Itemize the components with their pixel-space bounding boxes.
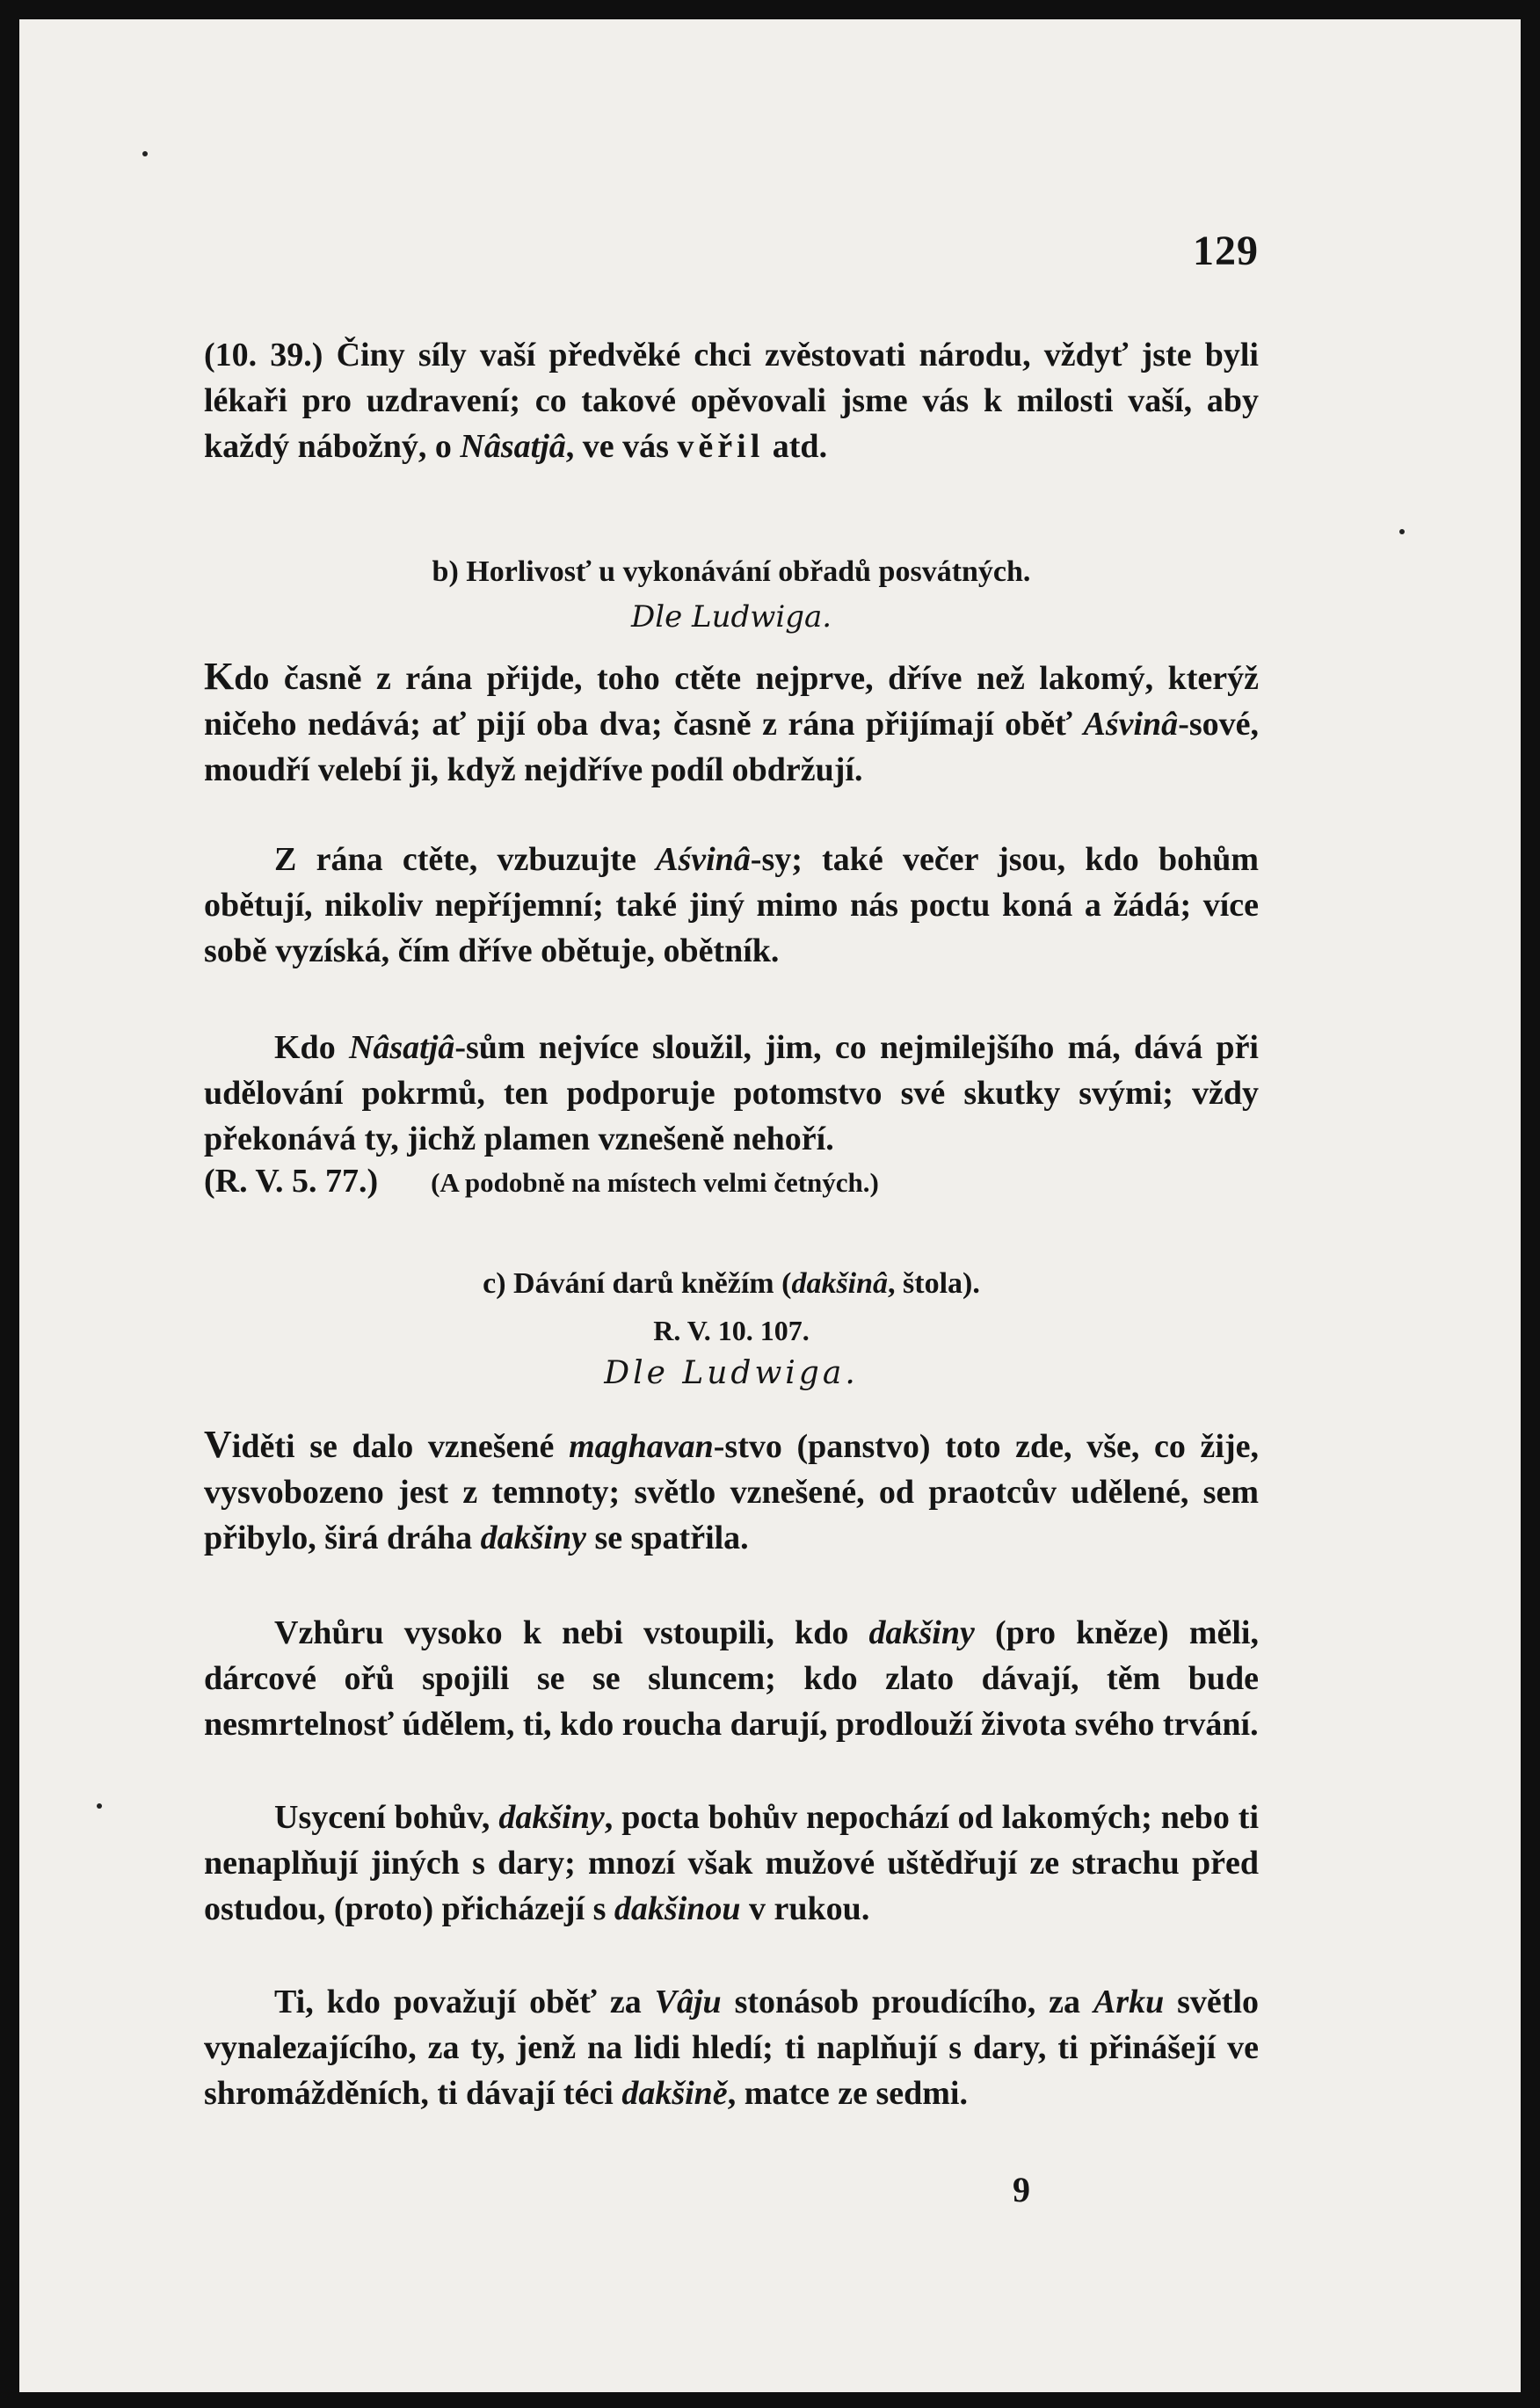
reference-line: (R. V. 5. 77.) (A podobně na místech velmi četných.): [204, 1163, 879, 1200]
section-heading-c: c) Dávání darů kněžím (dakšinâ, štola).: [483, 1267, 980, 1300]
paragraph-citation-10-39: (10. 39.) Činy síly vaší předvěké chci zvěstovati národu, vždyť jste byli lékaři pro uzdravení; co takové opěvovali jsme vás k milosti vaší, aby každý nábožný, o Nâsatjâ, ve vás věřil atd.: [204, 337, 1259, 465]
drop-cap: K: [204, 655, 235, 698]
paragraph: Vzhůru vysoko k nebi vstoupili, kdo dakšiny (pro kněze) měli, dárcové ořů spojili se se sluncem; kdo zlato dávají, těm bude nesmrtelnosť údělem, ti, kdo roucha darují, prodlouží života svého trvání.: [204, 1614, 1259, 1743]
section-heading-b: b) Horlivosť u vykonávání obřadů posvátných.: [432, 555, 1031, 588]
paragraph: Viděti se dalo vznešené maghavan-stvo (panstvo) toto zde, vše, co žije, vysvobozeno jest z temnoty; světlo vznešené, od praotcův udělené, sem přibylo, širá dráha dakšiny se spatřila.: [204, 1423, 1259, 1556]
paragraph: Z rána ctěte, vzbuzujte Aśvinâ-sy; také večer jsou, kdo bohům obětují, nikoliv nepříjemní; také jiný mimo nás poctu koná a žádá; více sobě vyzíská, čím dříve obětuje, obětník.: [204, 841, 1260, 969]
book-page: [19, 19, 1521, 2392]
reference-rv: R. V. 10. 107.: [653, 1315, 810, 1346]
paragraph: Usycení bohův, dakšiny, pocta bohův nepochází od lakomých; nebo ti nenaplňují jiných s dary; mnozí však mužové uštědřují ze strachu před ostudou, (proto) přicházejí s dakšinou v rukou.: [204, 1799, 1259, 1927]
speck: [97, 1803, 102, 1809]
author-line: Dle Ludwiga.: [604, 1355, 859, 1391]
paragraph: Ti, kdo považují oběť za Vâju stonásob proudícího, za Arku světlo vynalezajícího, za ty, jenž na lidi hledí; ti naplňují s dary, ti přinášejí ve shromážděních, ti dávají téci dakšině, matce ze sedmi.: [204, 1984, 1260, 2112]
reference-note: (A podobně na místech velmi četných.): [431, 1167, 879, 1198]
paragraph: Kdo časně z rána přijde, toho ctěte nejprve, dříve než lakomý, kterýž ničeho nedává; ať pijí oba dva; časně z rána přijímají oběť Aśvinâ-sové, moudří velebí ji, když nejdříve podíl obdržují.: [204, 655, 1259, 788]
drop-cap: V: [204, 1423, 232, 1466]
page-number: 129: [1193, 228, 1259, 274]
term-nasatja: Nâsatjâ: [460, 428, 566, 465]
signature-mark: 9: [1013, 2170, 1030, 2209]
paragraph: Kdo Nâsatjâ-sům nejvíce sloužil, jim, co nejmilejšího má, dává při udělování pokrmů, ten podporuje potomstvo své skutky svými; vždy překonává ty, jichž plamen vznešeně nehoří.: [204, 1029, 1259, 1157]
speck: [1399, 529, 1405, 534]
author-line: Dle Ludwiga.: [630, 599, 832, 635]
speck: [142, 151, 148, 156]
